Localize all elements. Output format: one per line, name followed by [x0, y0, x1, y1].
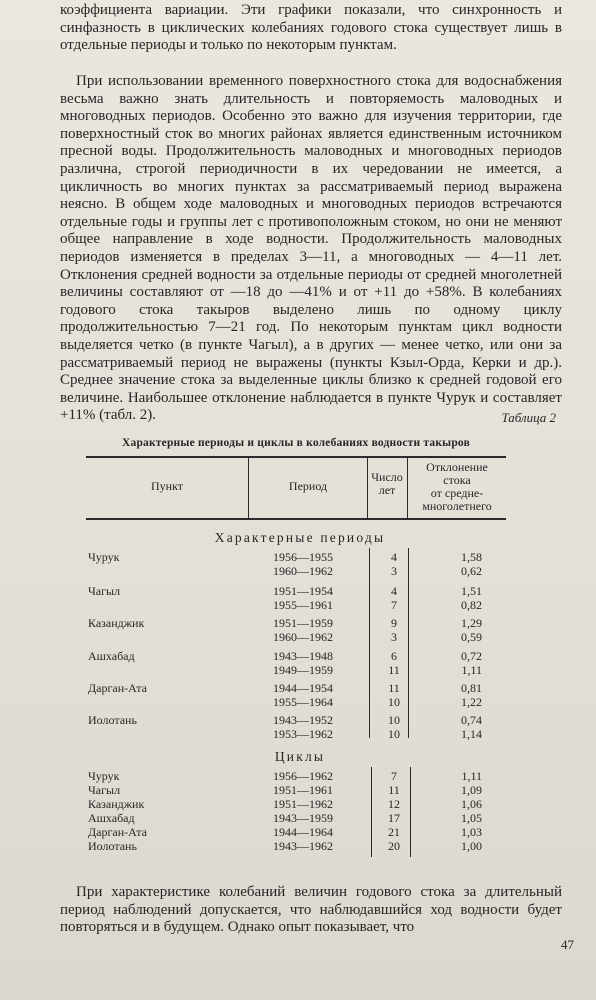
- periods-dev-3-1: 1,11: [461, 663, 482, 677]
- periods-years-1-1: 7: [391, 598, 397, 612]
- header-point: Пункт: [150, 479, 183, 493]
- periods-years-5-0: 10: [388, 713, 400, 727]
- periods-dev-5-1: 1,14: [461, 727, 482, 741]
- cycles-years-4: 21: [388, 825, 400, 839]
- cycles-dev-5: 1,00: [461, 839, 482, 853]
- header-dev-line3: от средне-: [430, 486, 484, 500]
- periods-period-3-0: 1943—1948: [273, 649, 333, 663]
- cycles-period-3: 1943—1959: [273, 811, 333, 825]
- cycles-years-1: 11: [388, 783, 400, 797]
- page-number: 47: [561, 937, 574, 952]
- periods-period-2-1: 1960—1962: [273, 630, 333, 644]
- periods-dev-3-0: 0,72: [461, 649, 482, 663]
- periods-years-2-1: 3: [391, 630, 397, 644]
- section-title-periods: Характерные периоды: [214, 530, 386, 545]
- section-title-cycles: Циклы: [274, 749, 326, 764]
- periods-years-3-1: 11: [388, 663, 400, 677]
- cycles-years-2: 12: [388, 797, 400, 811]
- periods-dev-4-0: 0,81: [461, 681, 482, 695]
- periods-period-0-1: 1960—1962: [273, 564, 333, 578]
- header-years-line1: Число: [371, 470, 403, 484]
- paragraph-closing: При характеристике колебаний величин годового стока за длительный период наблюдений допускается, что наблюдавшийся ход водности будет повторяться и в будущем. Однако опыт показывает, что: [60, 884, 562, 936]
- periods-point-0: Чурук: [88, 550, 120, 564]
- cycles-dev-0: 1,11: [461, 769, 482, 783]
- periods-dev-1-0: 1,51: [461, 584, 482, 598]
- periods-years-2-0: 9: [391, 616, 397, 630]
- cycles-point-5: Иолотань: [88, 839, 137, 853]
- periods-years-4-1: 10: [388, 695, 400, 709]
- table-title: Характерные периоды и циклы в колебаниях водности такыров: [121, 437, 470, 449]
- periods-period-5-0: 1943—1952: [273, 713, 333, 727]
- cycles-point-2: Казанджик: [88, 797, 145, 811]
- cycles-period-0: 1956—1962: [273, 769, 333, 783]
- table-header-bottom-rule: [86, 518, 506, 520]
- periods-dev-4-1: 1,22: [461, 695, 482, 709]
- periods-period-3-1: 1949—1959: [273, 663, 333, 677]
- table-top-rule: [86, 456, 506, 458]
- periods-dev-0-1: 0,62: [461, 564, 482, 578]
- periods-years-0-0: 4: [391, 550, 397, 564]
- header-dev-line2: стока: [443, 473, 471, 487]
- periods-period-0-0: 1956—1955: [273, 550, 333, 564]
- periods-dev-2-0: 1,29: [461, 616, 482, 630]
- periods-period-2-0: 1951—1959: [273, 616, 333, 630]
- periods-dev-2-1: 0,59: [461, 630, 482, 644]
- periods-period-5-1: 1953—1962: [273, 727, 333, 741]
- periods-years-4-0: 11: [388, 681, 400, 695]
- cycles-dev-1: 1,09: [461, 783, 482, 797]
- cycles-dev-3: 1,05: [461, 811, 482, 825]
- body-divider-cycles-2: [410, 767, 411, 857]
- periods-period-1-1: 1955—1961: [273, 598, 333, 612]
- periods-years-3-0: 6: [391, 649, 397, 663]
- periods-dev-1-1: 0,82: [461, 598, 482, 612]
- periods-point-5: Иолотань: [88, 713, 137, 727]
- header-years-line2: лет: [378, 483, 396, 497]
- periods-period-4-1: 1955—1964: [273, 695, 333, 709]
- periods-point-4: Дарган-Ата: [88, 681, 147, 695]
- cycles-dev-4: 1,03: [461, 825, 482, 839]
- cycles-point-1: Чагыл: [88, 783, 121, 797]
- paragraph-main: При использовании временного поверхностного стока для водоснабжения весьма важно знать длительность и повторяемость маловодных и многоводных периодов. Особенно это важно для изучения территории, где поверхностный сток во многих районах является единственным источником пресной воды. Продолжительность маловодных и многоводных периодов различна, строгой периодичности в их чередовании не имеется, а цикличность во многих пунктах за рассматриваемый период выражена неясно. В общем ходе маловодных и многоводных периодов встречаются отдельные годы и группы лет с противоположным стоком, но они не меняют общее направление в ходе водности. Продолжительность маловодных периодов изменяется в пределах 3—11, а многоводных — 4—11 лет. Отклонения средней водности за отдельные периоды от средней многолетней величины составляют от —18 до —41% и от +11 до +58%. В колебаниях годового стока такыров выделено лишь по одному циклу продолжительностью 7—21 год. По некоторым пунктам цикл водности выделяется четко (в пункте Чагыл), а в других — менее четко, или они за рассматриваемый период не выражены (пункты Кзыл-Орда, Керки и др.). Среднее значение стока за выделенные циклы близко к средней годовой его величине. Наибольшее отклонение наблюдается в пункте Чурук и составляет +11% (табл. 2).: [60, 73, 562, 424]
- periods-point-3: Ашхабад: [88, 649, 135, 663]
- cycles-point-0: Чурук: [88, 769, 120, 783]
- cycles-years-5: 20: [388, 839, 400, 853]
- cycles-period-5: 1943—1962: [273, 839, 333, 853]
- cycles-period-2: 1951—1962: [273, 797, 333, 811]
- cycles-dev-2: 1,06: [461, 797, 482, 811]
- cycles-point-4: Дарган-Ата: [88, 825, 147, 839]
- body-divider-periods-2: [408, 548, 409, 738]
- body-divider-cycles-1: [371, 767, 372, 857]
- periods-dev-0-0: 1,58: [461, 550, 482, 564]
- table-label: Таблица 2: [501, 410, 556, 425]
- paragraph-intro: коэффициента вариации. Эти графики показали, что синхронность и синфазность в циклических колебаниях годового стока существует лишь в отдельные периоды и только по некоторым пунктам.: [60, 2, 562, 54]
- periods-period-1-0: 1951—1954: [273, 584, 333, 598]
- cycles-years-0: 7: [391, 769, 397, 783]
- body-divider-periods-1: [369, 548, 370, 738]
- cycles-years-3: 17: [388, 811, 400, 825]
- periods-period-4-0: 1944—1954: [273, 681, 333, 695]
- cycles-period-4: 1944—1964: [273, 825, 333, 839]
- periods-point-2: Казанджик: [88, 616, 145, 630]
- periods-years-0-1: 3: [391, 564, 397, 578]
- cycles-point-3: Ашхабад: [88, 811, 135, 825]
- header-period: Период: [288, 479, 328, 493]
- header-dev-line4: многолетнего: [422, 499, 492, 513]
- periods-years-1-0: 4: [391, 584, 397, 598]
- cycles-period-1: 1951—1961: [273, 783, 333, 797]
- periods-years-5-1: 10: [388, 727, 400, 741]
- periods-point-1: Чагыл: [88, 584, 121, 598]
- periods-dev-5-0: 0,74: [461, 713, 482, 727]
- header-dev-line1: Отклонение: [426, 460, 488, 474]
